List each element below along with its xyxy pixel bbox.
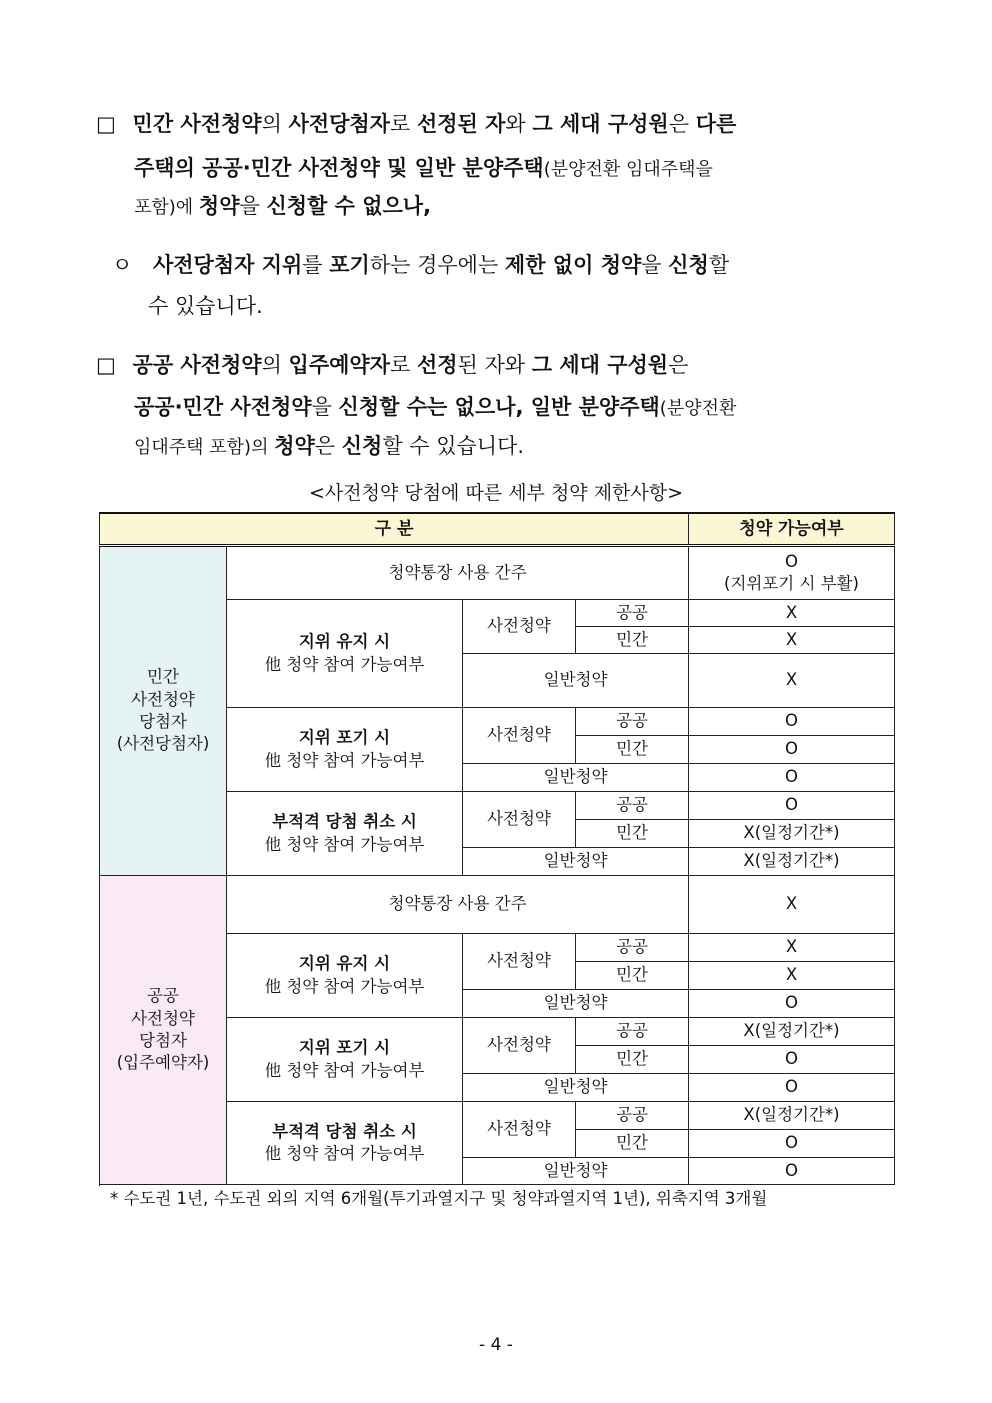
status-value: X <box>689 876 895 934</box>
section-title <box>227 600 463 708</box>
status-value: X <box>689 934 895 962</box>
rich-text-run: 하는 경우에는 <box>369 253 505 277</box>
section-title-bold: 지위 포기 시 <box>298 1038 391 1058</box>
rich-text-run: 은 <box>314 434 342 458</box>
rich-text-run: 임대주택 포함)의 <box>134 437 275 458</box>
rich-text-bold: 포기 <box>329 253 370 277</box>
rich-text-bold: 공공 사전청약 <box>132 353 262 377</box>
private-label: 민간 <box>576 820 689 848</box>
group-label-private <box>100 546 227 876</box>
table-row <box>100 546 895 600</box>
rich-text-bold: 신청할 수는 없으나, 일반 분양주택 <box>338 395 660 419</box>
status-value: O <box>785 551 799 571</box>
paragraph-line <box>134 152 713 182</box>
rich-text-small: (분양전환 임대주택을 <box>543 159 713 180</box>
rich-text-bold: 그 세대 구성원 <box>531 353 669 377</box>
rich-text-bold: 다른 <box>695 112 737 136</box>
general-label: 일반청약 <box>463 654 689 708</box>
rich-text-bold: 주택의 공공·민간 사전청약 및 일반 분양주택 <box>134 156 544 180</box>
section-title <box>227 708 463 792</box>
rich-text-bold: 청약 <box>274 434 315 458</box>
header-status: 청약 가능여부 <box>689 513 895 546</box>
section-title <box>227 934 463 1018</box>
square-bullet: □ <box>96 112 116 136</box>
presale-label: 사전청약 <box>463 792 576 848</box>
bankbook-label: 청약통장 사용 간주 <box>227 876 689 934</box>
rich-text-bold: 제한 없이 청약 <box>504 253 642 277</box>
square-bullet: □ <box>96 353 116 377</box>
group-label-line: 당첨자 <box>139 1031 187 1050</box>
section-subtitle: 他 청약 참여 가능여부 <box>264 834 425 854</box>
public-label: 공공 <box>576 1018 689 1046</box>
rich-text-run: 을 <box>311 395 339 419</box>
public-label: 공공 <box>576 708 689 736</box>
table-caption: <사전청약 당첨에 따른 세부 청약 제한사항> <box>308 482 684 504</box>
presale-label: 사전청약 <box>463 1102 576 1158</box>
presale-label: 사전청약 <box>463 1018 576 1074</box>
private-label: 민간 <box>576 1046 689 1074</box>
status-value: O <box>689 1074 895 1102</box>
status-value: O <box>689 792 895 820</box>
presale-label: 사전청약 <box>463 708 576 764</box>
rich-text-run: 할 <box>708 253 730 277</box>
section-subtitle: 他 청약 참여 가능여부 <box>264 976 425 996</box>
rich-text-bold: 사전당첨자 지위 <box>152 253 303 277</box>
section-subtitle: 他 청약 참여 가능여부 <box>264 1144 425 1163</box>
rich-text-run: 은 <box>668 112 696 136</box>
presale-label: 사전청약 <box>463 600 576 654</box>
rich-text <box>133 112 737 136</box>
paragraph-line <box>96 349 688 379</box>
section-title-bold: 지위 유지 시 <box>298 632 391 652</box>
group-label-line: 사전청약 <box>131 1008 195 1028</box>
rich-text-bold: 청약 <box>198 194 240 218</box>
section-title <box>227 792 463 876</box>
status-value: X <box>689 654 895 708</box>
status-note: (지위포기 시 부활) <box>724 574 859 593</box>
table-header-row <box>100 513 895 546</box>
rich-text-bold: 사전당첨자 <box>288 112 390 136</box>
paragraph-line <box>112 249 729 279</box>
rich-text <box>133 353 689 377</box>
rich-text: 수 있습니다. <box>148 294 263 318</box>
private-label: 민간 <box>576 962 689 990</box>
public-label: 공공 <box>576 792 689 820</box>
header-category: 구 분 <box>100 513 689 546</box>
paragraph-line <box>96 108 736 138</box>
rich-text <box>134 434 524 458</box>
rich-text-run: 를 <box>302 253 330 277</box>
section-subtitle: 他 청약 참여 가능여부 <box>264 750 425 770</box>
rich-text-run: 로 <box>389 353 417 377</box>
rich-text-bold: 신청 <box>341 434 383 458</box>
group-label-line: 공공 <box>147 986 179 1006</box>
group-label-line: (입주예약자) <box>116 1053 210 1073</box>
rich-text-run: 할 수 있습니다. <box>382 434 525 458</box>
rich-text <box>134 395 736 419</box>
rich-text-bold: 신청 <box>668 253 709 277</box>
section-title-bold: 부적격 당첨 취소 시 <box>272 812 417 832</box>
public-label: 공공 <box>576 934 689 962</box>
public-label: 공공 <box>576 600 689 627</box>
group-label-line: (사전당첨자) <box>116 734 210 754</box>
rich-text: 을 <box>239 194 267 218</box>
status-value: O <box>689 764 895 792</box>
section-title <box>227 1102 463 1185</box>
rich-text-bold: 민간 사전청약 <box>132 112 262 136</box>
status-value: O <box>689 1158 895 1185</box>
rich-text-bold: 공공·민간 사전청약 <box>134 395 312 419</box>
status-value: O <box>689 708 895 736</box>
status-value: X(일정기간*) <box>689 1102 895 1130</box>
paragraph-line <box>134 391 736 421</box>
paragraph-line <box>134 190 431 220</box>
section-title-bold: 지위 유지 시 <box>298 954 391 974</box>
status-value: X <box>689 627 895 654</box>
rich-text-run: 은 <box>668 353 689 377</box>
status-value: O <box>689 990 895 1018</box>
restriction-table <box>99 512 895 1185</box>
group-label-line: 민간 <box>147 667 179 687</box>
general-label: 일반청약 <box>463 990 689 1018</box>
group-label-public <box>100 876 227 1185</box>
general-label: 일반청약 <box>463 764 689 792</box>
status-value: O <box>689 1046 895 1074</box>
section-subtitle: 他 청약 참여 가능여부 <box>264 654 425 674</box>
rich-text-run: (분양전환 <box>659 398 737 419</box>
rich-text-small: 포함)에 <box>134 197 199 218</box>
rich-text-bold: 그 세대 구성원 <box>532 112 669 136</box>
rich-text <box>153 253 729 277</box>
table-footnote: * 수도권 1년, 수도권 외의 지역 6개월(투기과열지구 및 청약과열지역 1년), 위축지역 3개월 <box>110 1189 768 1208</box>
group-label-line: 사전청약 <box>131 689 195 709</box>
bankbook-status <box>689 546 895 600</box>
status-value: X(일정기간*) <box>689 820 895 848</box>
rich-text-run: 의 <box>261 112 289 136</box>
status-value: O <box>689 1130 895 1158</box>
general-label: 일반청약 <box>463 1074 689 1102</box>
rich-text-bold: 선정된 자 <box>416 112 506 136</box>
status-value: X <box>689 962 895 990</box>
private-label: 민간 <box>576 627 689 654</box>
public-label: 공공 <box>576 1102 689 1130</box>
rich-text-run: 을 <box>641 253 669 277</box>
rich-text-run: 와 <box>505 112 533 136</box>
section-title <box>227 1018 463 1102</box>
section-title-bold: 지위 포기 시 <box>298 728 391 748</box>
rich-text-run: 로 <box>389 112 417 136</box>
private-label: 민간 <box>576 736 689 764</box>
rich-text-bold: 신청할 수 없으나, <box>266 194 432 218</box>
section-title-bold: 부적격 당첨 취소 시 <box>272 1121 417 1141</box>
paragraph-line <box>134 430 524 460</box>
table-row <box>100 876 895 934</box>
rich-text-bold: 입주예약자 <box>288 353 390 377</box>
circle-bullet: ㅇ <box>112 253 133 277</box>
section-subtitle: 他 청약 참여 가능여부 <box>264 1060 425 1080</box>
status-value: X(일정기간*) <box>689 848 895 876</box>
general-label: 일반청약 <box>463 1158 689 1185</box>
status-value: X <box>689 600 895 627</box>
bankbook-label: 청약통장 사용 간주 <box>227 546 689 600</box>
group-label-line: 당첨자 <box>139 712 187 731</box>
page-number: - 4 - <box>479 1335 513 1355</box>
general-label: 일반청약 <box>463 848 689 876</box>
status-value: X(일정기간*) <box>689 1018 895 1046</box>
paragraph-line <box>148 290 263 320</box>
rich-text-run: 된 자와 <box>457 353 532 377</box>
rich-text-bold: 선정 <box>416 353 458 377</box>
rich-text-run: 의 <box>261 353 289 377</box>
presale-label: 사전청약 <box>463 934 576 990</box>
status-value: O <box>689 736 895 764</box>
private-label: 민간 <box>576 1130 689 1158</box>
